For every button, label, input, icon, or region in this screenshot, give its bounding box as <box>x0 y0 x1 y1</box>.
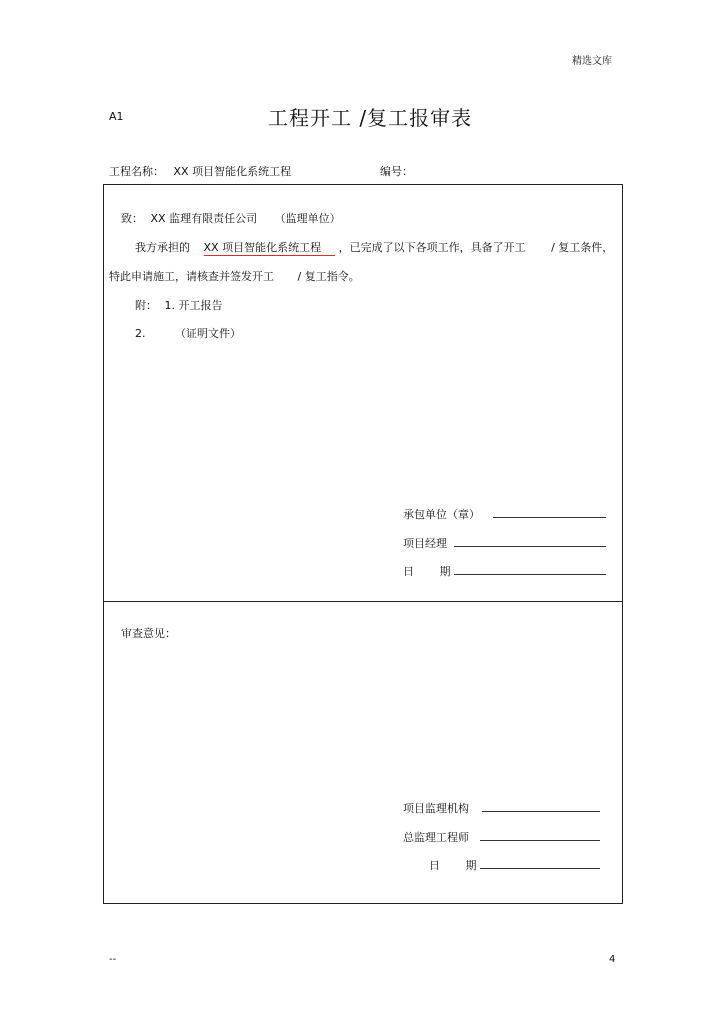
body-line-1 <box>135 239 613 255</box>
project-name-value: XX 项目智能化系统工程 <box>173 165 292 178</box>
form-code: A1 <box>109 110 124 123</box>
chief-engineer-line <box>480 840 600 841</box>
addressee-company: XX 监理有限责任公司 <box>150 212 258 225</box>
project-name-label: 工程名称： <box>109 165 164 178</box>
supervision-agency-label: 项目监理机构 <box>403 802 469 815</box>
contractor-signature-line <box>493 517 606 518</box>
application-date-line <box>454 574 606 575</box>
application-date-char-2: 期 <box>439 565 451 578</box>
review-date-char-2: 期 <box>465 859 477 872</box>
addressee-row <box>121 210 341 226</box>
attachment-prefix: 附： <box>135 299 157 312</box>
review-date-char-1: 日 <box>429 859 440 872</box>
body-line-2 <box>109 268 360 284</box>
supervision-agency-line <box>482 811 600 812</box>
footer-left-mark: -- <box>109 954 117 965</box>
project-name-row <box>109 163 291 179</box>
page-number: 4 <box>609 954 616 965</box>
attachment-row-2 <box>135 325 241 341</box>
header-brand: 精选文库 <box>572 56 612 67</box>
body-line1-mid: ，已完成了以下各项工作，具备了开工 <box>338 241 526 254</box>
attachment-item-2-number: 2. <box>135 327 146 340</box>
body-line1-prefix: 我方承担的 <box>135 241 190 254</box>
contractor-label: 承包单位（章） <box>403 508 480 521</box>
addressee-role: （监理单位） <box>274 212 341 225</box>
body-line1-end: / 复工条件， <box>551 241 614 254</box>
review-date-label <box>429 857 477 873</box>
attachment-item-1: 1. 开工报告 <box>164 299 223 312</box>
review-section <box>103 601 623 904</box>
attachment-item-2-text: （证明文件） <box>175 327 241 340</box>
form-title: 工程开工 /复工报审表 <box>268 106 473 130</box>
chief-engineer-label: 总监理工程师 <box>403 831 469 844</box>
body-line2-end: / 复工指令。 <box>297 270 360 283</box>
manager-signature-line <box>454 546 606 547</box>
application-date-char-1: 日 <box>403 565 414 578</box>
review-opinion-label: 审查意见： <box>121 627 176 640</box>
body-line1-project: XX 项目智能化系统工程 <box>204 241 336 256</box>
attachment-row-1 <box>135 297 223 313</box>
addressee-prefix: 致： <box>121 212 143 225</box>
application-date-label <box>403 563 451 579</box>
review-date-line <box>480 868 600 869</box>
number-label: 编号： <box>380 165 413 178</box>
manager-label: 项目经理 <box>403 537 447 550</box>
body-line2-start: 特此申请施工，请核查并签发开工 <box>109 270 274 283</box>
